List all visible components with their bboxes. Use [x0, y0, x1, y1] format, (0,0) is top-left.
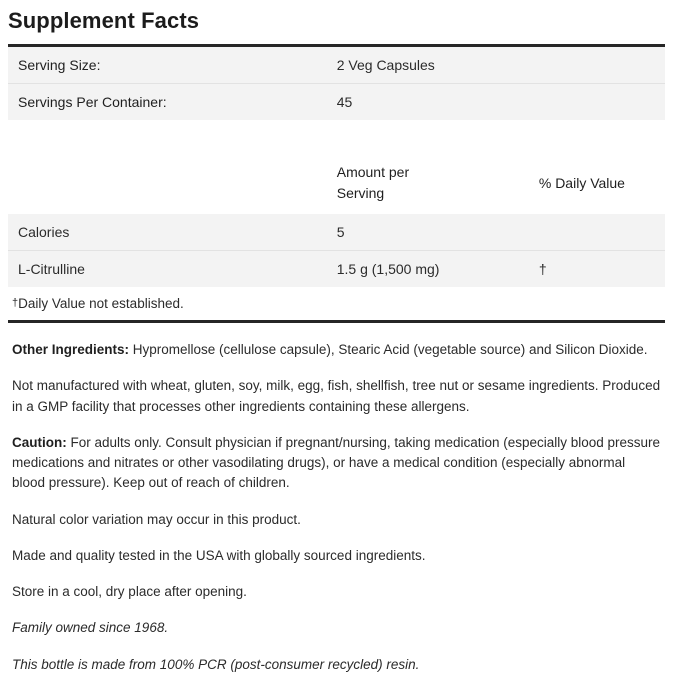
storage-note: Store in a cool, dry place after opening.: [12, 584, 247, 599]
nutrient-amount: 1.5 g (1,500 mg): [327, 251, 529, 288]
nutrient-name: Calories: [8, 214, 327, 251]
table-row-serving-size: [8, 47, 665, 84]
other-ingredients-text: Hypromellose (cellulose capsule), Stearic Acid (vegetable source) and Silicon Dioxide.: [129, 342, 648, 357]
color-variation-note: Natural color variation may occur in this product.: [12, 511, 301, 527]
table-row: [8, 214, 665, 251]
serving-size-label: Serving Size:: [8, 47, 327, 84]
supplement-facts-panel: [0, 8, 673, 675]
caution-note: [12, 433, 661, 494]
page-title: Supplement Facts: [8, 8, 200, 33]
notes-section: [8, 340, 665, 675]
header-amount-per-serving: [327, 152, 529, 214]
caution-label: Caution:: [12, 434, 67, 450]
bottle-material-note: This bottle is made from 100% PCR (post-consumer recycled) resin.: [12, 656, 420, 672]
serving-size-value: 2 Veg Capsules: [327, 47, 665, 84]
daily-value-footnote-text: Daily Value not established.: [18, 296, 184, 311]
caution-text: For adults only. Consult physician if pregnant/nursing, taking medication (especially blood pressure medications and nitrates or other vasodilating drugs), or have a medical condition (especially abnormal blood pressure). Keep out of reach of children.: [12, 434, 661, 491]
allergen-note: Not manufactured with wheat, gluten, soy, milk, egg, fish, shellfish, tree nut or sesame ingredients. Produced in a GMP facility that processes other ingredients containing these allergens.: [12, 378, 661, 414]
header-amount-line2: Serving: [336, 185, 385, 201]
daily-value-footnote: [8, 287, 665, 320]
table-row: [8, 251, 665, 288]
nutrient-name: L-Citrulline: [8, 251, 327, 288]
servings-per-container-label: Servings Per Container:: [8, 84, 327, 121]
other-ingredients-label: Other Ingredients:: [12, 342, 130, 357]
table-header-row: [8, 152, 665, 214]
other-ingredients-note: [12, 340, 661, 360]
table-spacer: [8, 120, 665, 152]
header-blank: [8, 152, 327, 214]
nutrient-amount: 5: [327, 214, 529, 251]
made-in-usa-note: Made and quality tested in the USA with globally sourced ingredients.: [12, 547, 426, 563]
bottom-divider: [8, 320, 665, 323]
dagger-marker: †: [12, 297, 19, 309]
nutrient-daily-value: †: [529, 251, 665, 288]
header-amount-line1: Amount per: [336, 164, 410, 180]
table-row-servings-per-container: [8, 84, 665, 121]
family-owned-note: Family owned since 1968.: [12, 620, 169, 636]
servings-per-container-value: 45: [327, 84, 665, 121]
nutrient-daily-value: [529, 214, 665, 251]
supplement-facts-table: [8, 47, 665, 287]
header-daily-value: % Daily Value: [538, 175, 625, 191]
